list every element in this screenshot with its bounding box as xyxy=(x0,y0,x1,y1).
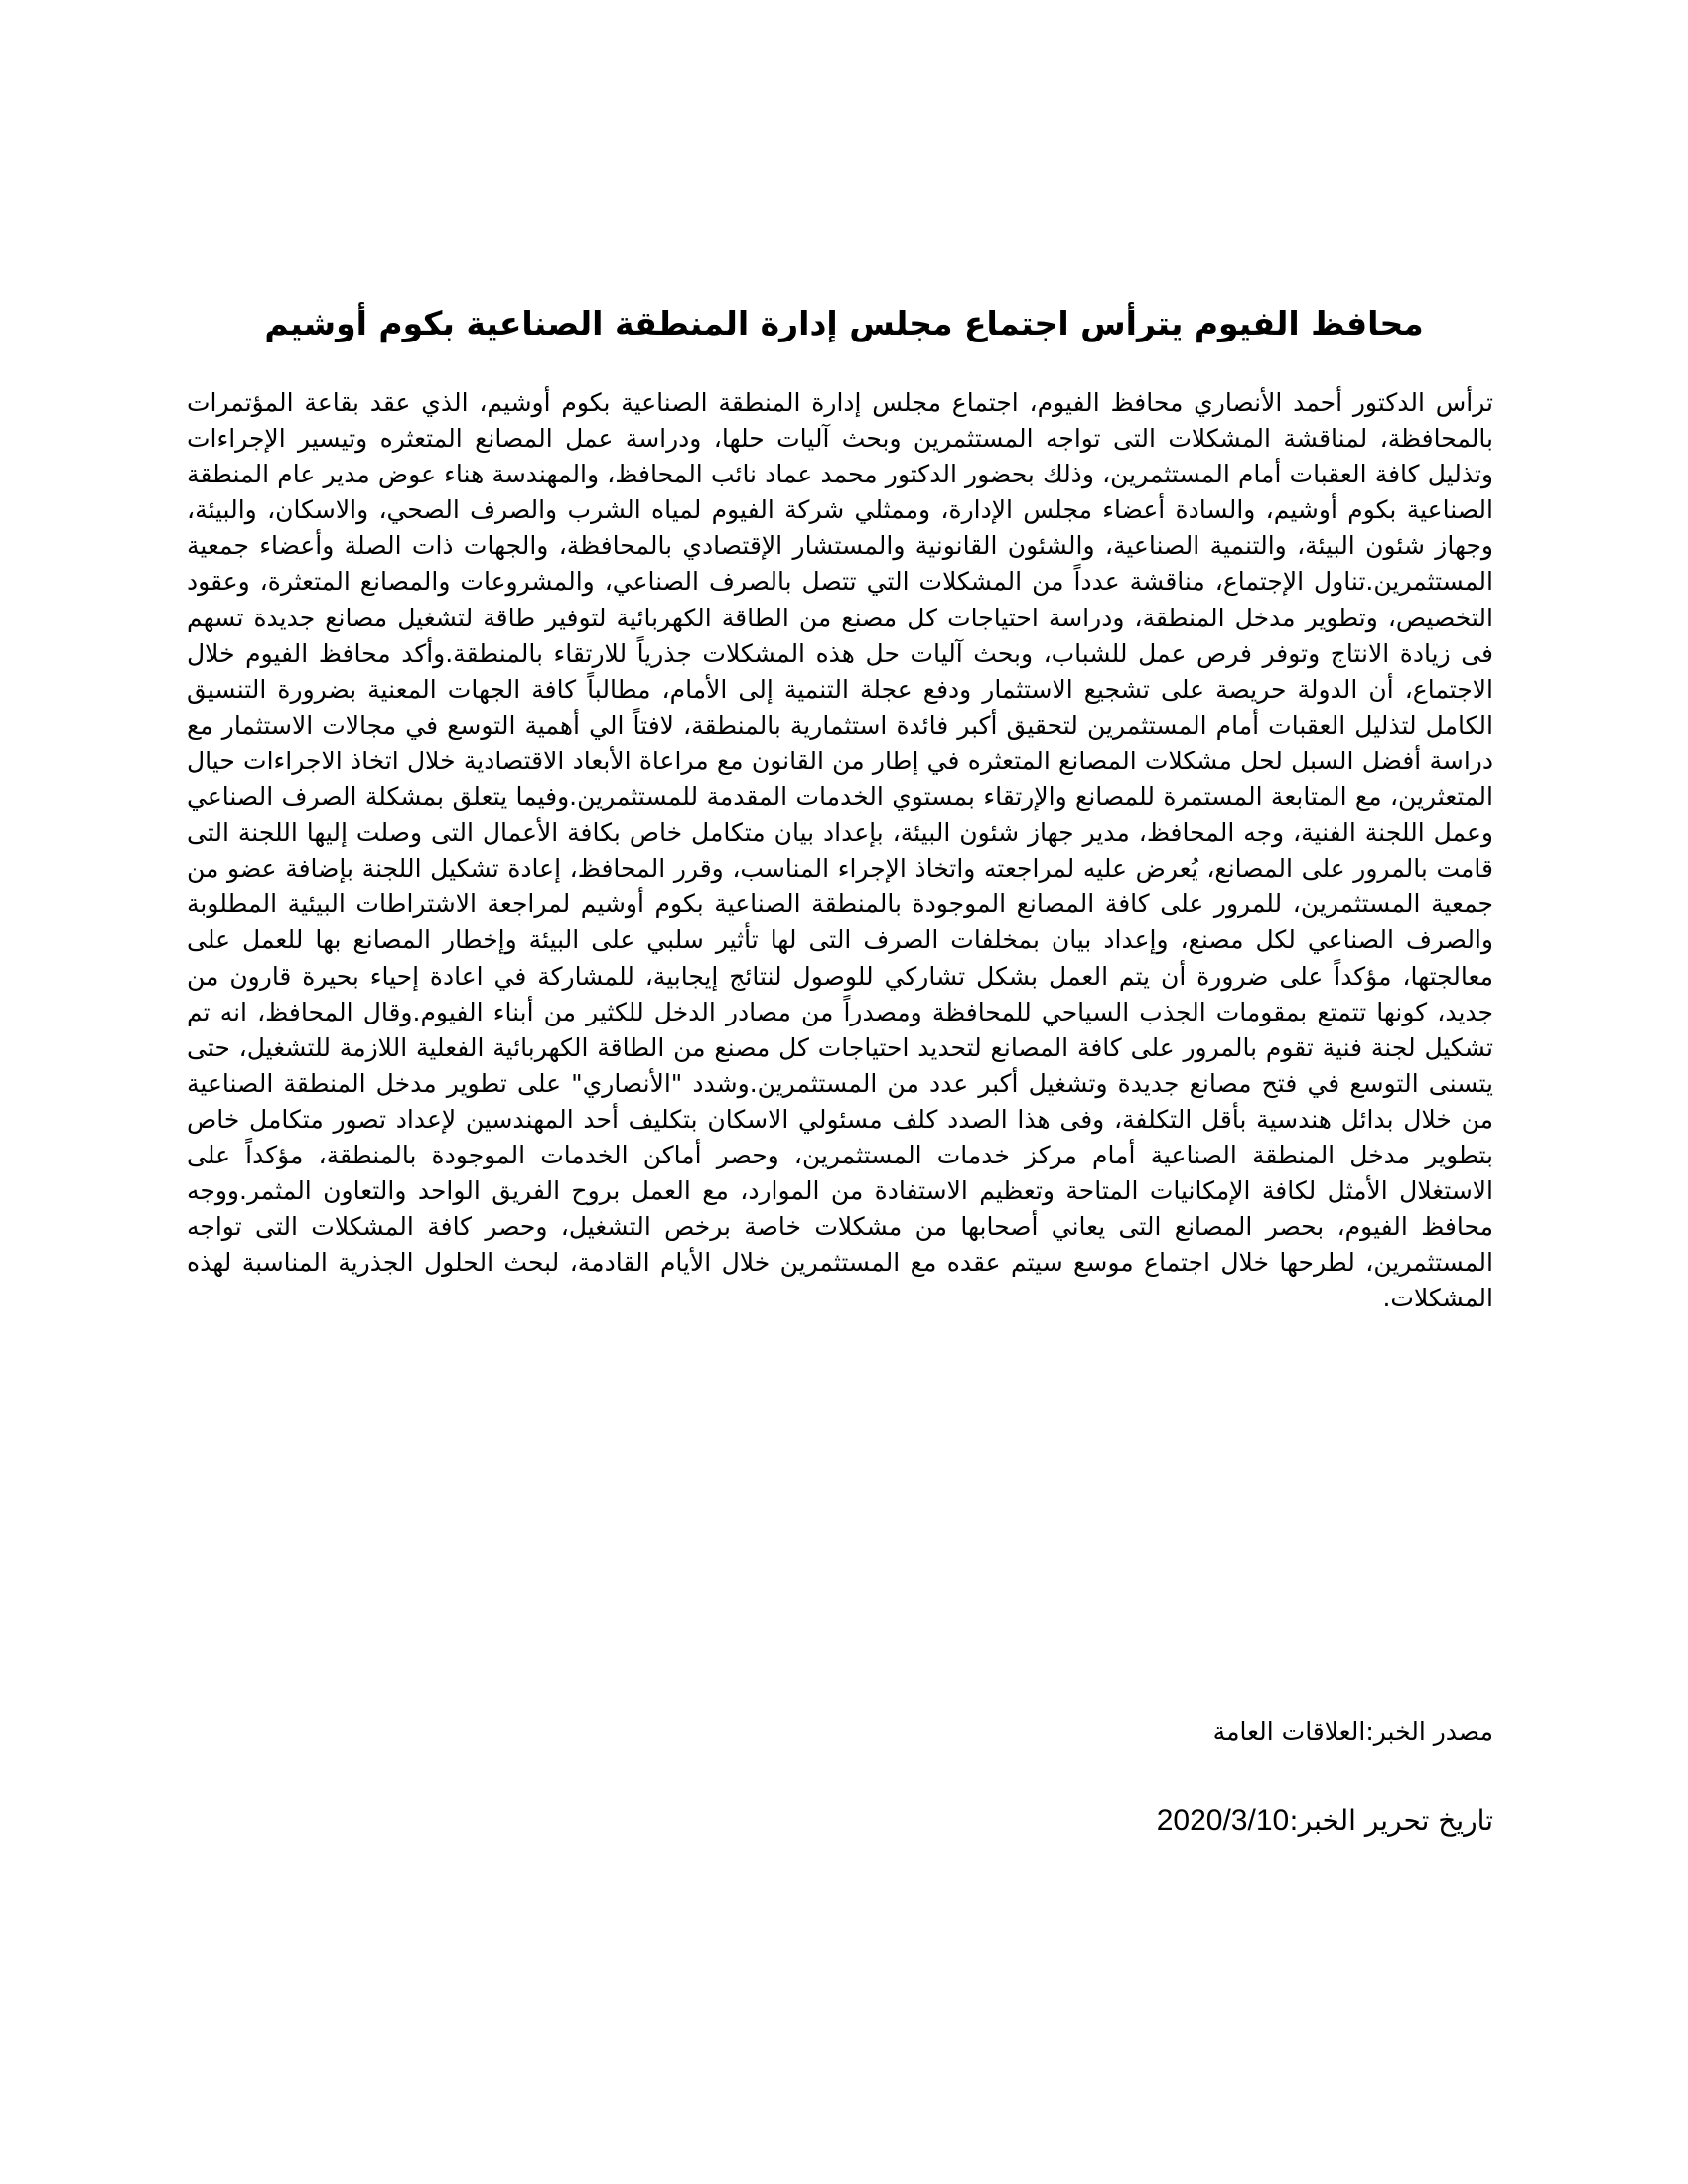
news-date-value: 2020/3/10 xyxy=(1156,1804,1290,1837)
page-title: محافظ الفيوم يترأس اجتماع مجلس إدارة المنطقة الصناعية بكوم أوشيم xyxy=(264,304,1424,342)
news-date xyxy=(1157,1799,1493,1843)
article-body: ترأس الدكتور أحمد الأنصاري محافظ الفيوم، اجتماع مجلس إدارة المنطقة الصناعية بكوم أوشيم، الذي عقد بقاعة المؤتمرات بالمحافظة، لمناقشة المشكلات التى تواجه المستثمرين وبحث آليات حلها، ودراسة عمل المصانع المتعثره وتيسير الإجراءات وتذليل كافة العقبات أمام المستثمرين، وذلك بحضور الدكتور محمد عماد نائب المحافظ، والمهندسة هناء عوض مدير عام المنطقة الصناعية بكوم أوشيم، والسادة أعضاء مجلس الإدارة، وممثلي شركة الفيوم لمياه الشرب والصرف الصحي، والاسكان، والبيئة، وجهاز شئون البيئة، والتنمية الصناعية، والشئون القانونية والمستشار الإقتصادي بالمحافظة، والجهات ذات الصلة وأعضاء جمعية المستثمرين.تناول الإجتماع، مناقشة عدداً من المشكلات التي تتصل بالصرف الصناعي، والمشروعات والمصانع المتعثرة، وعقود التخصيص، وتطوير مدخل المنطقة، ودراسة احتياجات كل مصنع من الطاقة الكهربائية لتوفير طاقة لتشغيل مصانع جديدة تسهم فى زيادة الانتاج وتوفر فرص عمل للشباب، وبحث آليات حل هذه المشكلات جذرياً للارتقاء بالمنطقة.وأكد محافظ الفيوم خلال الاجتماع، أن الدولة حريصة على تشجيع الاستثمار ودفع عجلة التنمية إلى الأمام، مطالباً كافة الجهات المعنية بضرورة التنسيق الكامل لتذليل العقبات أمام المستثمرين لتحقيق أكبر فائدة استثمارية بالمنطقة، لافتاً الي أهمية التوسع في مجالات الاستثمار مع دراسة أفضل السبل لحل مشكلات المصانع المتعثره في إطار من القانون مع مراعاة الأبعاد الاقتصادية خلال اتخاذ الاجراءات حيال المتعثرين، مع المتابعة المستمرة للمصانع والإرتقاء بمستوي الخدمات المقدمة للمستثمرين.وفيما يتعلق بمشكلة الصرف الصناعي وعمل اللجنة الفنية، وجه المحافظ، مدير جهاز شئون البيئة، بإعداد بيان متكامل خاص بكافة الأعمال التى وصلت إليها اللجنة التى قامت بالمرور على المصانع، يُعرض عليه لمراجعته واتخاذ الإجراء المناسب، وقرر المحافظ، إعادة تشكيل اللجنة بإضافة عضو من جمعية المستثمرين، للمرور على كافة المصانع الموجودة بالمنطقة الصناعية بكوم أوشيم لمراجعة الاشتراطات البيئية المطلوبة والصرف الصناعي لكل مصنع، وإعداد بيان بمخلفات الصرف التى لها تأثير سلبي على البيئة وإخطار المصانع بها للعمل على معالجتها، مؤكداً على ضرورة أن يتم العمل بشكل تشاركي للوصول لنتائج إيجابية، للمشاركة في اعادة إحياء بحيرة قارون من جديد، كونها تتمتع بمقومات الجذب السياحي للمحافظة ومصدراً من مصادر الدخل للكثير من أبناء الفيوم.وقال المحافظ، انه تم تشكيل لجنة فنية تقوم بالمرور على كافة المصانع لتحديد احتياجات كل مصنع من الطاقة الكهربائية الفعلية اللازمة للتشغيل، حتى يتسنى التوسع في فتح مصانع جديدة وتشغيل أكبر عدد من المستثمرين.وشدد "الأنصاري" على تطوير مدخل المنطقة الصناعية من خلال بدائل هندسية بأقل التكلفة، وفى هذا الصدد كلف مسئولي الاسكان بتكليف أحد المهندسين لإعداد تصور متكامل خاص بتطوير مدخل المنطقة الصناعية أمام مركز خدمات المستثمرين، وحصر أماكن الخدمات الموجودة بالمنطقة، مؤكداً على الاستغلال الأمثل لكافة الإمكانيات المتاحة وتعظيم الاستفادة من الموارد، مع العمل بروح الفريق الواحد والتعاون المثمر.ووجه محافظ الفيوم، بحصر المصانع التى يعاني أصحابها من مشكلات خاصة برخص التشغيل، وحصر كافة المشكلات التى تواجه المستثمرين، لطرحها خلال اجتماع موسع سيتم عقده مع المستثمرين خلال الأيام القادمة، لبحث الحلول الجذرية المناسبة لهذه المشكلات. xyxy=(187,388,1493,1313)
news-source-label: مصدر الخبر: xyxy=(1365,1717,1493,1746)
news-source xyxy=(1213,1712,1493,1752)
news-date-label: تاريخ تحرير الخبر: xyxy=(1289,1804,1493,1837)
news-source-value: العلاقات العامة xyxy=(1212,1717,1366,1746)
